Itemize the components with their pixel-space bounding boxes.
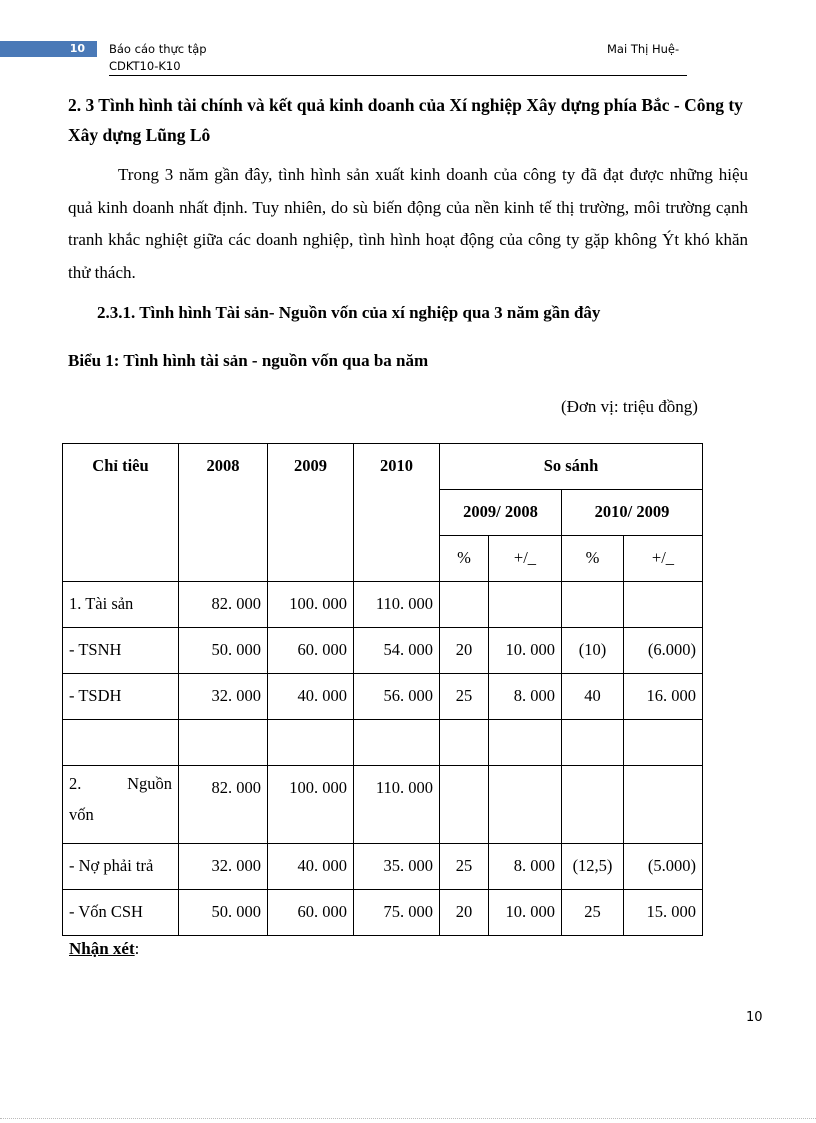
cell-2008: 50. 000	[179, 890, 268, 936]
header-page-number: 10	[69, 42, 85, 55]
cell-diff-1: 10. 000	[489, 628, 562, 674]
cell-diff-2: (5.000)	[624, 844, 703, 890]
row-label	[63, 766, 179, 844]
row-label-part: Nguồn	[127, 774, 172, 793]
cell-diff-2: 16. 000	[624, 674, 703, 720]
cell-pct-2: (10)	[562, 628, 624, 674]
table-row	[63, 582, 703, 628]
col-header-indicator: Chỉ tiêu	[63, 444, 179, 582]
remark-label: Nhận xét	[69, 939, 135, 958]
cell-2008: 82. 000	[179, 582, 268, 628]
cell-2010: 54. 000	[354, 628, 440, 674]
cell-pct-2	[562, 766, 624, 844]
cell-pct-1: 25	[440, 674, 489, 720]
cell-diff-1: 10. 000	[489, 890, 562, 936]
unit-note: (Đơn vị: triệu đồng)	[561, 397, 698, 416]
cell-diff-1	[489, 720, 562, 766]
remark	[69, 939, 139, 959]
cell-2009: 60. 000	[268, 628, 354, 674]
cell-diff-2	[624, 582, 703, 628]
header-divider	[109, 75, 687, 76]
col-header-pct-1: %	[440, 536, 489, 582]
row-label: - TSNH	[63, 628, 179, 674]
cell-diff-1	[489, 582, 562, 628]
cell-diff-1	[489, 766, 562, 844]
row-label: - TSDH	[63, 674, 179, 720]
cell-2009: 40. 000	[268, 674, 354, 720]
cell-2008: 50. 000	[179, 628, 268, 674]
cell-2010: 110. 000	[354, 582, 440, 628]
cell-2010: 35. 000	[354, 844, 440, 890]
cell-2008: 32. 000	[179, 844, 268, 890]
cell-pct-1	[440, 766, 489, 844]
header-title	[109, 41, 207, 75]
table-row	[63, 674, 703, 720]
table-caption: Biểu 1: Tình hình tài sản - nguồn vốn qua ba năm	[68, 351, 429, 370]
cell-pct-2	[562, 582, 624, 628]
table-row-empty	[63, 720, 703, 766]
row-label: 1. Tài sản	[63, 582, 179, 628]
asset-capital-table	[62, 443, 703, 936]
remark-colon: :	[134, 939, 140, 958]
row-label: - Vốn CSH	[63, 890, 179, 936]
footer-page-number: 10	[746, 1010, 763, 1025]
cell-2009	[268, 720, 354, 766]
cell-pct-1: 25	[440, 844, 489, 890]
cell-pct-2: (12,5)	[562, 844, 624, 890]
page-bottom-border	[0, 1118, 816, 1119]
cell-diff-1: 8. 000	[489, 844, 562, 890]
cell-2010: 75. 000	[354, 890, 440, 936]
cell-diff-2: 15. 000	[624, 890, 703, 936]
subsection-title: 2.3.1. Tình hình Tài sản- Nguồn vốn của xí nghiệp qua 3 năm gần đây	[97, 303, 601, 322]
cell-diff-2	[624, 720, 703, 766]
table-row	[63, 890, 703, 936]
table-row	[63, 844, 703, 890]
cell-pct-2	[562, 720, 624, 766]
cell-2009: 100. 000	[268, 582, 354, 628]
col-header-2009: 2009	[268, 444, 354, 582]
header-title-line2: CDKT10-K10	[109, 59, 181, 73]
cell-2009: 40. 000	[268, 844, 354, 890]
cell-pct-1	[440, 582, 489, 628]
cell-2009: 60. 000	[268, 890, 354, 936]
col-header-pct-2: %	[562, 536, 624, 582]
section-title: 2. 3 Tình hình tài chính và kết quả kinh doanh của Xí nghiệp Xây dựng phía Bắc - Công ty Xây dựng Lũng Lô	[68, 95, 743, 145]
header-author: Mai Thị Huệ-	[607, 42, 680, 56]
cell-diff-1: 8. 000	[489, 674, 562, 720]
row-label: - Nợ phải trả	[63, 844, 179, 890]
row-label	[63, 720, 179, 766]
col-header-2008: 2008	[179, 444, 268, 582]
cell-diff-2: (6.000)	[624, 628, 703, 674]
cell-pct-1	[440, 720, 489, 766]
table-row	[63, 766, 703, 844]
cell-diff-2	[624, 766, 703, 844]
cell-pct-2: 40	[562, 674, 624, 720]
cell-2010	[354, 720, 440, 766]
cell-2010: 56. 000	[354, 674, 440, 720]
header-title-line1: Báo cáo thực tập	[109, 42, 207, 56]
table-row	[63, 628, 703, 674]
cell-2010: 110. 000	[354, 766, 440, 844]
cell-2009: 100. 000	[268, 766, 354, 844]
cell-pct-1: 20	[440, 890, 489, 936]
row-label-part: 2.	[69, 774, 82, 793]
cell-pct-2: 25	[562, 890, 624, 936]
cell-2008	[179, 720, 268, 766]
col-header-2010-2009: 2010/ 2009	[562, 490, 703, 536]
col-header-2009-2008: 2009/ 2008	[440, 490, 562, 536]
col-header-2010: 2010	[354, 444, 440, 582]
cell-2008: 82. 000	[179, 766, 268, 844]
intro-paragraph: Trong 3 năm gần đây, tình hình sản xuất kinh doanh của công ty đã đạt được những hiệu quả kinh doanh nhất định. Tuy nhiên, do sù biến động của nền kinh tế thị trường, môi trường cạnh tranh khắc nghiệt giữa các doanh nghiệp, tình hình hoạt động của công ty gặp không Ýt khó khăn thử thách.	[68, 165, 748, 282]
col-header-diff-2: +/_	[624, 536, 703, 582]
cell-2008: 32. 000	[179, 674, 268, 720]
row-label-part: vốn	[69, 805, 94, 824]
col-header-compare: So sánh	[440, 444, 703, 490]
cell-pct-1: 20	[440, 628, 489, 674]
col-header-diff-1: +/_	[489, 536, 562, 582]
